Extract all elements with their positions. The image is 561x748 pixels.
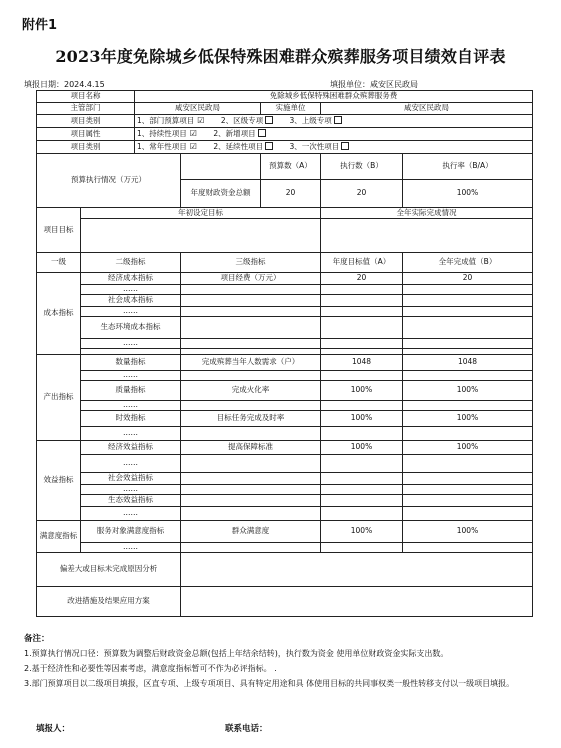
project-name: 免除城乡低保特殊困难群众殡葬服务费 xyxy=(135,91,533,103)
effect-econ-label: 经济效益指标 xyxy=(81,441,181,455)
ellipsis-cell: …… xyxy=(81,371,181,381)
budget-col-exec: 执行数（B） xyxy=(321,154,403,180)
empty-cell xyxy=(403,339,533,349)
empty-cell xyxy=(403,285,533,295)
empty-cell xyxy=(181,473,321,485)
ellipsis-cell: …… xyxy=(81,307,181,317)
empty-cell xyxy=(181,401,321,411)
ellipsis-cell: …… xyxy=(81,285,181,295)
ellipsis-cell: …… xyxy=(81,401,181,411)
category-option-superior: 3、上级专项 xyxy=(289,116,332,126)
attribute-options xyxy=(135,128,533,141)
cost-econ-target: 20 xyxy=(321,273,403,285)
filler-label: 填报人： xyxy=(36,724,71,734)
goal-label: 项目目标 xyxy=(37,208,81,253)
type-label: 项目类别 xyxy=(37,141,135,154)
empty-cell xyxy=(403,495,533,507)
page-title: 2023年度免除城乡低保特殊困难群众殡葬服务项目绩效自评表 xyxy=(55,47,506,66)
budget-col-budget: 预算数（A） xyxy=(261,154,321,180)
empty-cell xyxy=(321,455,403,473)
note-2: 2.基于经济性和必要性等因素考虑，满意度指标暂可不作为必评指标。 . xyxy=(24,663,277,673)
ellipsis-cell: …… xyxy=(81,543,181,553)
empty-cell xyxy=(321,339,403,349)
effect-econ-target: 100% xyxy=(321,441,403,455)
goal-plan-label: 年初设定目标 xyxy=(81,208,321,219)
output-qty-item: 完成殡葬当年人数需求（户） xyxy=(181,355,321,371)
improve-label: 改进措施及结果应用方案 xyxy=(37,587,181,617)
empty-cell xyxy=(181,455,321,473)
attribute-label: 项目属性 xyxy=(37,128,135,141)
phone-label: 联系电话： xyxy=(225,724,268,734)
output-quality-target: 100% xyxy=(321,381,403,401)
empty-cell xyxy=(321,485,403,495)
category-label: 项目类别 xyxy=(37,115,135,128)
output-quality-label: 质量指标 xyxy=(81,381,181,401)
improve-value xyxy=(181,587,533,617)
empty-cell xyxy=(403,507,533,521)
cost-econ-label: 经济成本指标 xyxy=(81,273,181,285)
ellipsis-cell: …… xyxy=(81,455,181,473)
budget-row-label: 年度财政资金总额 xyxy=(181,180,261,208)
empty-cell xyxy=(181,427,321,441)
satisfaction-target: 100% xyxy=(321,521,403,543)
empty-cell xyxy=(403,543,533,553)
effect-social-label: 社会效益指标 xyxy=(81,473,181,485)
output-qty-label: 数量指标 xyxy=(81,355,181,371)
ellipsis-cell: …… xyxy=(81,485,181,495)
exec-value: 20 xyxy=(321,180,403,208)
empty-cell xyxy=(181,295,321,307)
dept-label: 主管部门 xyxy=(37,103,135,115)
evaluation-table xyxy=(36,90,533,617)
note-3: 3.部门预算项目以二级项目填报，区直专项、上级专项项目、具有特定用途和具 体使用目标的共同事权类一般性转移支付以一级项目填报。 xyxy=(24,678,515,688)
header-level3: 三级指标 xyxy=(181,253,321,273)
exec-unit-label: 实施单位 xyxy=(261,103,321,115)
empty-cell xyxy=(181,507,321,521)
checkbox-icon xyxy=(341,142,349,150)
empty-cell xyxy=(321,427,403,441)
notes-heading: 备注： xyxy=(24,634,50,644)
goal-actual-value xyxy=(321,219,533,253)
empty-cell xyxy=(181,307,321,317)
category-option-dept: 1、部门预算项目 xyxy=(137,116,195,126)
header-target: 年度目标值（A） xyxy=(321,253,403,273)
type-option-onetime: 3、一次性项目 xyxy=(289,142,340,152)
effect-econ-actual: 100% xyxy=(403,441,533,455)
output-indicator-label: 产出指标 xyxy=(37,355,81,441)
empty-cell xyxy=(403,485,533,495)
checked-box-icon: ☑ xyxy=(189,129,197,139)
empty-cell xyxy=(403,317,533,339)
output-quality-actual: 100% xyxy=(403,381,533,401)
fill-unit: 填报单位：咸安区民政局 xyxy=(330,80,418,89)
effect-indicator-label: 效益指标 xyxy=(37,441,81,521)
goal-actual-label: 全年实际完成情况 xyxy=(321,208,533,219)
satisfaction-actual: 100% xyxy=(403,521,533,543)
project-name-label: 项目名称 xyxy=(37,91,135,103)
exec-unit-value: 咸安区民政局 xyxy=(321,103,533,115)
header-level2: 二级指标 xyxy=(81,253,181,273)
budget-value: 20 xyxy=(261,180,321,208)
empty-cell xyxy=(321,371,403,381)
empty-cell xyxy=(181,485,321,495)
empty-cell xyxy=(181,317,321,339)
satisfaction-obj-label: 服务对象满意度指标 xyxy=(81,521,181,543)
type-options xyxy=(135,141,533,154)
checked-box-icon: ☑ xyxy=(197,116,205,126)
empty-cell xyxy=(321,507,403,521)
attribute-option-ongoing: 1、持续性项目 xyxy=(137,129,187,139)
attribute-option-new: 2、新增项目 xyxy=(213,129,256,139)
checkbox-icon xyxy=(334,116,342,124)
output-quality-item: 完成火化率 xyxy=(181,381,321,401)
empty-cell xyxy=(321,401,403,411)
notes-section xyxy=(24,633,539,692)
type-option-annual: 1、常年性项目 xyxy=(137,142,187,152)
type-option-continuing: 2、延续性项目 xyxy=(213,142,264,152)
output-qty-target: 1048 xyxy=(321,355,403,371)
output-time-label: 时效指标 xyxy=(81,411,181,427)
empty-cell xyxy=(321,307,403,317)
empty-cell xyxy=(321,473,403,485)
deviation-label: 偏差大或目标未完成原因分析 xyxy=(37,553,181,587)
output-time-target: 100% xyxy=(321,411,403,427)
ellipsis-cell: …… xyxy=(81,507,181,521)
empty-cell xyxy=(181,285,321,295)
empty-cell xyxy=(321,495,403,507)
fill-date: 填报日期：2024.4.15 xyxy=(24,80,105,89)
note-1: 1.预算执行情况口径：预算数为调整后财政资金总额(包括上年结余结转)，执行数为资金 使用单位财政资金实际支出数。 xyxy=(24,649,449,659)
attachment-label: 附件1 xyxy=(22,18,58,33)
checked-box-icon: ☑ xyxy=(189,142,197,152)
empty-cell xyxy=(321,285,403,295)
deviation-value xyxy=(181,553,533,587)
rate-value: 100% xyxy=(403,180,533,208)
cost-indicator-label: 成本指标 xyxy=(37,273,81,355)
empty-cell xyxy=(403,455,533,473)
empty-cell xyxy=(181,543,321,553)
checkbox-icon xyxy=(265,116,273,124)
cost-econ-item: 项目经费（万元） xyxy=(181,273,321,285)
budget-col-rate: 执行率（B/A） xyxy=(403,154,533,180)
cost-eco-label: 生态环境成本指标 xyxy=(81,317,181,339)
empty-cell xyxy=(321,317,403,339)
checkbox-icon xyxy=(265,142,273,150)
output-qty-actual: 1048 xyxy=(403,355,533,371)
ellipsis-cell: …… xyxy=(81,339,181,349)
budget-label: 预算执行情况（万元） xyxy=(37,154,181,208)
output-time-item: 目标任务完成及时率 xyxy=(181,411,321,427)
empty-cell xyxy=(181,495,321,507)
header-level1: 一级 xyxy=(37,253,81,273)
empty-cell xyxy=(403,295,533,307)
effect-econ-item: 提高保障标准 xyxy=(181,441,321,455)
empty-cell xyxy=(403,307,533,317)
empty-cell xyxy=(321,295,403,307)
empty-cell xyxy=(403,427,533,441)
ellipsis-cell: …… xyxy=(81,427,181,441)
checkbox-icon xyxy=(258,129,266,137)
dept-value: 咸安区民政局 xyxy=(135,103,261,115)
cost-econ-actual: 20 xyxy=(403,273,533,285)
output-time-actual: 100% xyxy=(403,411,533,427)
header-actual: 全年完成值（B） xyxy=(403,253,533,273)
budget-blank-header xyxy=(181,154,261,180)
empty-cell xyxy=(403,473,533,485)
empty-cell xyxy=(403,371,533,381)
effect-eco-label: 生态效益指标 xyxy=(81,495,181,507)
empty-cell xyxy=(181,339,321,349)
satisfaction-item: 群众满意度 xyxy=(181,521,321,543)
empty-cell xyxy=(403,401,533,411)
empty-cell xyxy=(321,543,403,553)
satisfaction-indicator-label: 满意度指标 xyxy=(37,521,81,553)
category-options xyxy=(135,115,533,128)
category-option-district: 2、区级专项 xyxy=(220,116,264,126)
cost-social-label: 社会成本指标 xyxy=(81,295,181,307)
goal-plan-value xyxy=(81,219,321,253)
empty-cell xyxy=(181,371,321,381)
